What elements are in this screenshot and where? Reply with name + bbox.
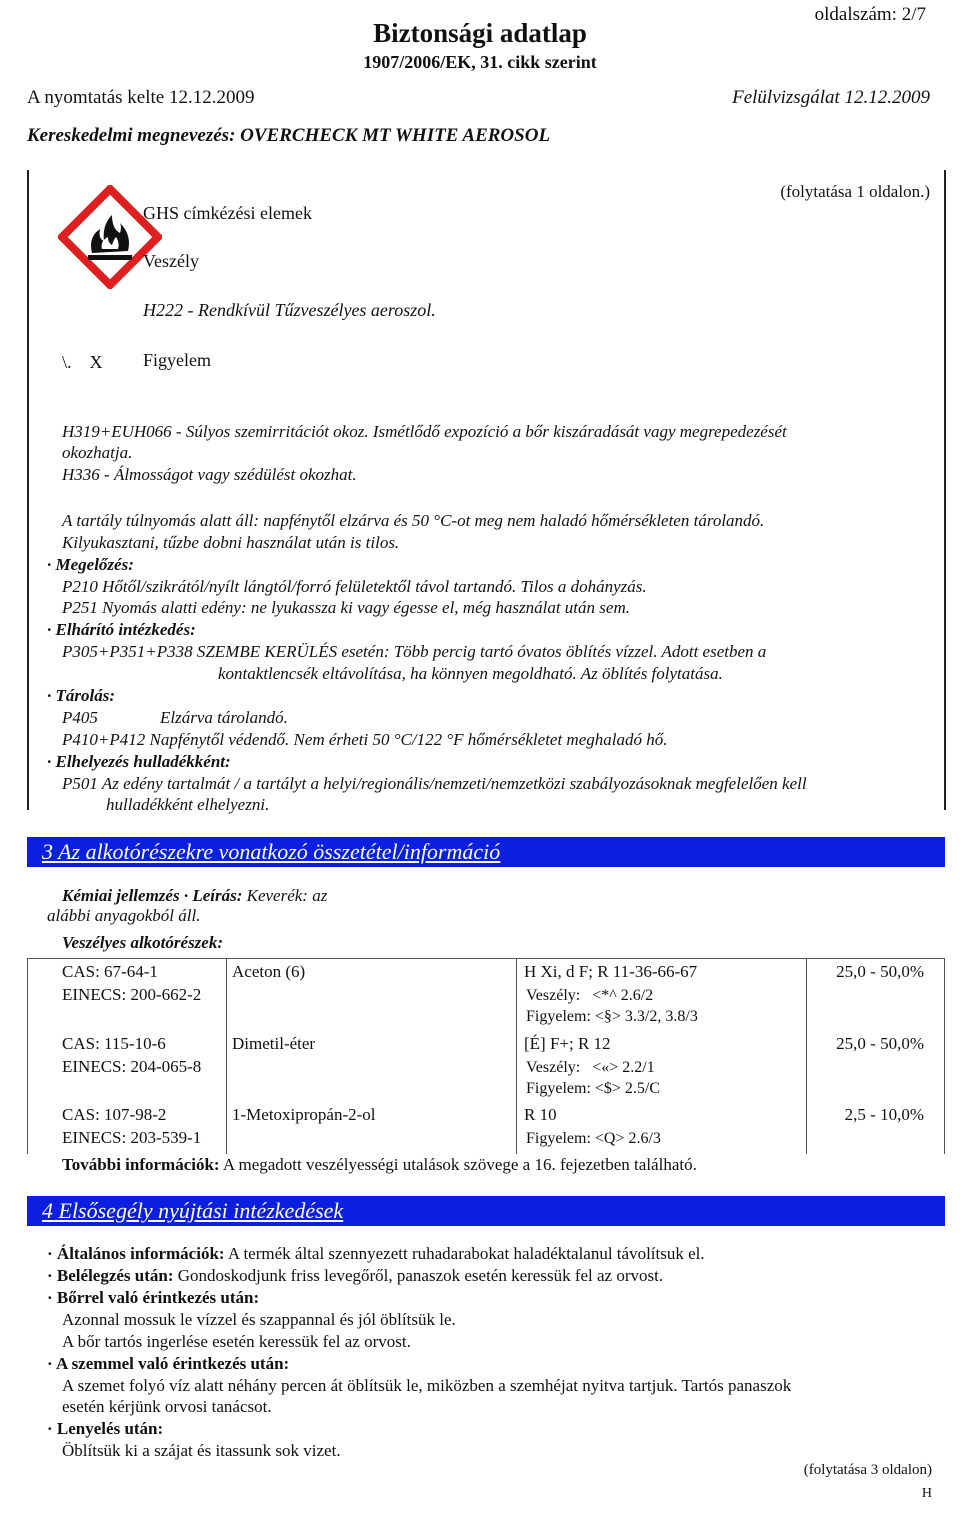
- p410-statement: P410+P412 Napfénytől védendő. Nem érheti 50 °C/122 °F hőmérsékletet meghaladó hő.: [62, 730, 668, 749]
- ingestion-label: · Lenyelés után:: [47, 1419, 164, 1438]
- table-col-rule-1: [226, 958, 227, 1154]
- p405-code: P405: [62, 708, 98, 727]
- p251-statement: P251 Nyomás alatti edény: ne lyukassza ki vagy égesse el, még használat után sem.: [62, 598, 630, 617]
- skin-contact-line2: A bőr tartós ingerlése esetén keressük fel az orvost.: [62, 1332, 411, 1351]
- component-class-1: R 10: [524, 1105, 557, 1124]
- left-rule: [27, 170, 29, 810]
- document-subtitle: 1907/2006/EK, 31. cikk szerint: [363, 52, 597, 72]
- h222-statement: H222 - Rendkívül Tűzveszélyes aeroszol.: [143, 300, 436, 320]
- table-col-rule-3: [806, 958, 807, 1154]
- continued-from: (folytatása 1 oldalon.): [780, 182, 930, 201]
- disposal-label: · Elhelyezés hulladékként:: [47, 752, 231, 771]
- eye-contact-label: · A szemmel való érintkezés után:: [47, 1354, 290, 1373]
- component-cas: CAS: 115-10-6: [62, 1034, 166, 1053]
- ingestion-line1: Öblítsük ki a szájat és itassunk sok vizet.: [62, 1441, 341, 1460]
- component-name: Dimetil-éter: [232, 1034, 316, 1053]
- p305-line1: P305+P351+P338 SZEMBE KERÜLÉS esetén: Több percig tartó óvatos öblítés vízzel. Adott esetben a: [62, 642, 767, 661]
- h319-line1: H319+EUH066 - Súlyos szemirritációt okoz. Ismétlődő expozíció a bőr kiszáradását vagy megrepedezését: [62, 422, 787, 441]
- trade-name: Kereskedelmi megnevezés: OVERCHECK MT WHITE AEROSOL: [27, 125, 551, 146]
- component-class-2: Figyelem: <Q> 2.6/3: [526, 1130, 661, 1147]
- component-concentration: 2,5 - 10,0%: [844, 1105, 924, 1124]
- flame-pictogram-icon: [58, 185, 162, 289]
- stray-marks: \. X: [62, 352, 103, 372]
- pressure-line1: A tartály túlnyomás alatt áll: napfénytől elzárva és 50 °C-ot meg nem haladó hőmérsékleten tárolandó.: [62, 511, 765, 530]
- component-class-1: H Xi, d F; R 11-36-66-67: [524, 962, 698, 981]
- component-name: Aceton (6): [232, 962, 306, 981]
- pressure-line2: Kilyukasztani, tűzbe dobni használat után is tilos.: [62, 533, 400, 552]
- review-date: Felülvizsgálat 12.12.2009: [732, 87, 930, 108]
- component-einecs: EINECS: 204-065-8: [62, 1057, 202, 1076]
- document-title: Biztonsági adatlap: [373, 18, 587, 48]
- table-left-rule: [27, 958, 28, 1154]
- further-information: További információk: A megadott veszélyességi utalások szövege a 16. fejezetben található.: [62, 1155, 697, 1174]
- component-concentration: 25,0 - 50,0%: [836, 962, 924, 981]
- p405-text: Elzárva tárolandó.: [160, 708, 288, 727]
- component-class-3: Figyelem: <$> 2.5/C: [526, 1080, 661, 1097]
- component-einecs: EINECS: 200-662-2: [62, 985, 202, 1004]
- p501-line2: hulladékként elhelyezni.: [106, 795, 270, 814]
- storage-label: · Tárolás:: [47, 686, 115, 705]
- chemical-characterization: Kémiai jellemzés · Leírás: Keverék: az: [62, 886, 328, 905]
- component-cas: CAS: 67-64-1: [62, 962, 158, 981]
- h319-line2: okozhatja.: [62, 443, 133, 462]
- response-label: · Elhárító intézkedés:: [47, 620, 196, 639]
- h336-statement: H336 - Álmosságot vagy szédülést okozhat.: [62, 465, 357, 484]
- prevention-label: · Megelőzés:: [47, 555, 134, 574]
- component-class-2: Veszély: <«> 2.2/1: [526, 1059, 655, 1076]
- table-col-rule-2: [516, 958, 517, 1154]
- chem-line2: alábbi anyagokból áll.: [47, 906, 201, 925]
- component-concentration: 25,0 - 50,0%: [836, 1034, 924, 1053]
- print-date: A nyomtatás kelte 12.12.2009: [27, 87, 255, 108]
- page-number: oldalszám: 2/7: [814, 4, 926, 25]
- p210-statement: P210 Hőtől/szikrától/nyílt lángtól/forró felületektől távol tartandó. Tilos a dohányzás.: [62, 577, 647, 596]
- section3-heading: 3 Az alkotórészekre vonatkozó összetétel/információ: [27, 837, 945, 867]
- signal-word-warning: Figyelem: [143, 350, 211, 370]
- p305-line2: kontaktlencsék eltávolítása, ha könnyen megoldható. Az öblítés folytatása.: [218, 664, 723, 683]
- section4-heading: 4 Elsősegély nyújtási intézkedések: [27, 1196, 945, 1226]
- component-class-3: Figyelem: <§> 3.3/2, 3.8/3: [526, 1008, 698, 1025]
- right-rule: [944, 170, 946, 810]
- skin-contact-line1: Azonnal mossuk le vízzel és szappannal és jól öblítsük le.: [62, 1310, 456, 1329]
- p501-line1: P501 Az edény tartalmát / a tartályt a helyi/regionális/nemzeti/nemzetközi szabályozásoknak megfelelően kell: [62, 774, 807, 793]
- ghs-heading: GHS címkézési elemek: [143, 203, 312, 223]
- component-class-2: Veszély: <*^ 2.6/2: [526, 987, 654, 1004]
- table-right-rule: [944, 958, 945, 1154]
- skin-contact-label: · Bőrrel való érintkezés után:: [47, 1288, 260, 1307]
- component-cas: CAS: 107-98-2: [62, 1105, 167, 1124]
- component-einecs: EINECS: 203-539-1: [62, 1128, 202, 1147]
- footer-mark: H: [921, 1486, 932, 1501]
- after-inhalation: · Belélegzés után: Gondoskodjunk friss levegőről, panaszok esetén keressük fel az orvost.: [47, 1266, 664, 1285]
- hazardous-components-label: Veszélyes alkotórészek:: [62, 933, 224, 952]
- table-top-rule: [27, 958, 945, 959]
- eye-contact-line2: esetén kérjünk orvosi tanácsot.: [62, 1397, 272, 1416]
- signal-word-danger: Veszély: [143, 251, 199, 271]
- component-class-1: [É] F+; R 12: [524, 1034, 611, 1053]
- component-name: 1-Metoxipropán-2-ol: [232, 1105, 376, 1124]
- eye-contact-line1: A szemet folyó víz alatt néhány percen át öblítsük le, miközben a szemhéjat nyitva tartjuk. Tartós panaszok: [62, 1376, 792, 1395]
- continued-to: (folytatása 3 oldalon): [803, 1462, 932, 1478]
- general-information: · Általános információk: A termék által szennyezett ruhadarabokat haladéktalanul távolítsuk el.: [47, 1244, 705, 1263]
